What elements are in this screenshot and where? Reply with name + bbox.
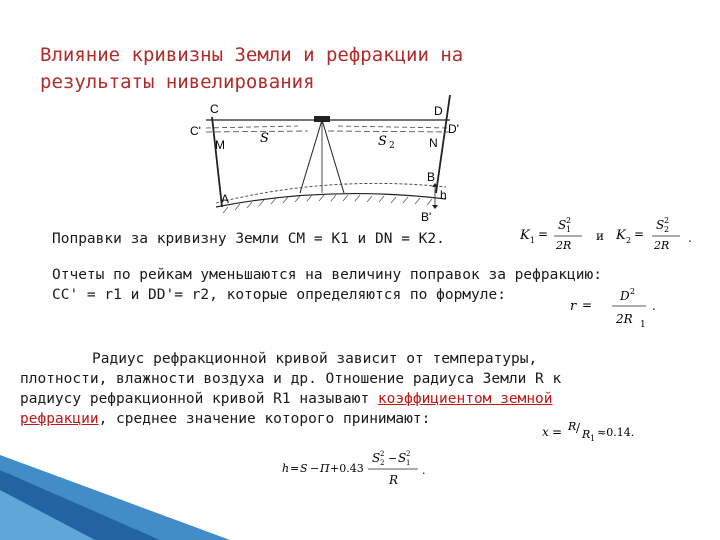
curvature-diagram: [188, 95, 478, 225]
corrections-text: Поправки за кривизну Земли CM = K1 и DN = K2.: [52, 231, 445, 247]
label-a: A: [221, 192, 230, 206]
svg-text:2: 2: [626, 236, 632, 245]
svg-text:R: R: [389, 473, 399, 487]
svg-text:S: S: [398, 451, 407, 465]
svg-text:1: 1: [406, 459, 411, 467]
slide-title: [40, 42, 600, 96]
tripod-leg-left: [300, 120, 322, 193]
svg-text:−: −: [310, 462, 320, 475]
label-s2: S: [378, 134, 387, 149]
label-b: B: [427, 170, 436, 184]
svg-text:−: −: [388, 452, 398, 465]
svg-text:=: =: [538, 227, 549, 241]
svg-text:=: =: [552, 425, 563, 439]
label-s1: S: [260, 131, 269, 146]
svg-text:=: =: [634, 227, 645, 241]
level-line-right: [328, 131, 450, 132]
term-red-1: коэффициентом земной: [377, 391, 553, 407]
svg-text:1: 1: [566, 225, 572, 234]
svg-text:2: 2: [630, 287, 636, 296]
para-line-4: [20, 410, 430, 429]
para-line-3: [20, 390, 553, 409]
svg-text:1: 1: [530, 236, 536, 245]
svg-text:2: 2: [380, 459, 385, 467]
svg-text:1: 1: [640, 320, 646, 330]
refraction-line-right: [338, 126, 450, 128]
title-line-1: Влияние кривизны Земли и рефракции на: [40, 44, 464, 66]
level-line-left: [206, 131, 308, 132]
svg-text:1: 1: [590, 434, 596, 443]
label-c-prime: C': [190, 124, 201, 138]
label-b-prime: B': [421, 210, 432, 224]
svg-text:r: r: [570, 299, 577, 314]
ground-hatching: [223, 195, 432, 213]
label-m: M: [215, 138, 225, 152]
svg-text:2R: 2R: [654, 239, 670, 252]
svg-text:S: S: [656, 218, 665, 232]
svg-text:S: S: [372, 451, 381, 465]
formula-k-svg: [518, 214, 703, 254]
label-d-prime: D': [448, 122, 459, 136]
svg-text:K: K: [520, 228, 530, 243]
formula-x-svg: [540, 418, 650, 448]
svg-text:R: R: [582, 428, 591, 441]
svg-text:2: 2: [664, 225, 670, 234]
term-red-2: рефракции: [20, 411, 99, 427]
label-h: h: [440, 188, 447, 202]
svg-text:x: x: [542, 425, 549, 439]
svg-text:2: 2: [406, 450, 411, 458]
svg-text:R: R: [568, 420, 577, 433]
para-line-1: Радиус рефракционной кривой зависит от температуры,: [92, 351, 538, 367]
refraction-text-1: Отчеты по рейкам уменьшаются на величину поправок за рефракцию:: [52, 267, 602, 283]
formula-r: [568, 286, 668, 336]
formula-r-svg: [568, 286, 668, 332]
label-n: N: [429, 136, 438, 150]
svg-text:.: .: [422, 464, 426, 477]
svg-text:и: и: [596, 229, 604, 243]
svg-text:D: D: [620, 289, 630, 303]
refraction-text-2: CC' = r1 и DD'= r2, которые определяются по формуле:: [52, 287, 506, 303]
title-line-2: результаты нивелирования: [40, 71, 315, 93]
svg-text:S: S: [558, 218, 567, 232]
svg-text:П: П: [320, 462, 330, 475]
svg-text:/: /: [576, 421, 581, 435]
formula-k: [518, 214, 703, 258]
svg-text:2R: 2R: [556, 239, 572, 252]
svg-text:.: .: [652, 299, 656, 313]
formula-h-svg: [280, 448, 450, 496]
label-d: D: [434, 104, 443, 118]
para-line-4-end: , среднее значение которого принимают:: [98, 411, 431, 427]
svg-text:2: 2: [664, 216, 670, 225]
svg-text:=: =: [290, 462, 300, 475]
formula-h: [280, 448, 450, 500]
svg-text:2R: 2R: [616, 312, 633, 326]
svg-text:=: =: [582, 298, 593, 312]
svg-text:h: h: [282, 462, 290, 475]
svg-text:2: 2: [566, 216, 572, 225]
label-c: C: [210, 102, 219, 116]
svg-text:≈0.14.: ≈0.14.: [597, 426, 635, 439]
formula-x: [540, 418, 650, 452]
para-line-3-start: радиусу рефракционной кривой R1 называют: [20, 391, 378, 407]
svg-text:K: K: [616, 228, 626, 243]
svg-text:.: .: [688, 231, 692, 245]
para-line-2: плотности, влажности воздуха и др. Отношение радиуса Земли R к: [20, 371, 562, 387]
level-surface-curve: [216, 183, 446, 203]
svg-text:+0.43: +0.43: [330, 462, 364, 475]
label-s2-sub: 2: [389, 141, 395, 151]
refraction-line-left: [206, 126, 298, 128]
svg-text:2: 2: [380, 450, 385, 458]
svg-text:S: S: [300, 462, 308, 475]
level-instrument: [314, 116, 330, 122]
